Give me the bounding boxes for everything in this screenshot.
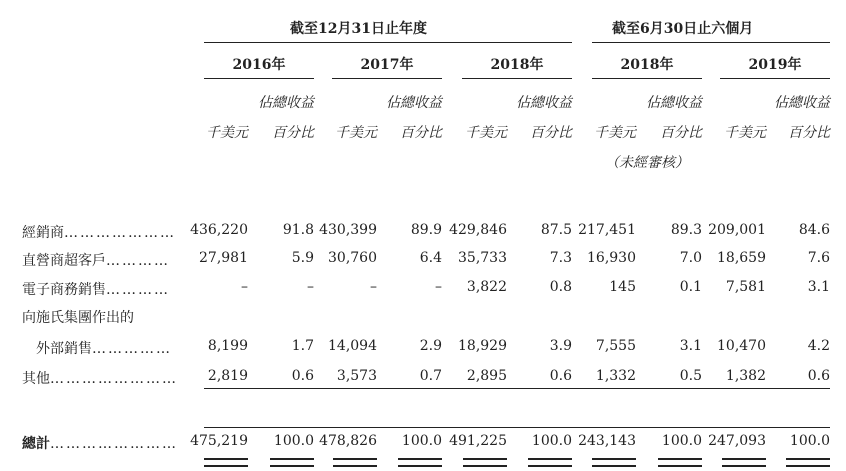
- pct-header-line1: 佔總收益: [646, 95, 702, 111]
- total-double-rule: [786, 458, 830, 467]
- total-cell: 475,219: [190, 433, 248, 449]
- year-2018-full-rule: [462, 78, 572, 79]
- table-cell: 89.9: [410, 222, 442, 238]
- pct-header-line1: 佔總收益: [258, 95, 314, 111]
- total-cell: 100.0: [789, 433, 830, 449]
- pct-header-line1: 佔總收益: [774, 95, 830, 111]
- table-cell: 0.1: [679, 279, 702, 295]
- table-cell: –: [307, 279, 314, 295]
- table-cell: 7,581: [725, 279, 766, 295]
- total-cell: 100.0: [531, 433, 572, 449]
- table-cell: 429,846: [449, 222, 507, 238]
- table-cell: 18,929: [458, 338, 507, 354]
- table-cell: 84.6: [798, 222, 830, 238]
- table-cell: 1,382: [725, 368, 766, 384]
- total-top-rule: [204, 427, 830, 428]
- table-cell: 10,470: [717, 338, 766, 354]
- subtotal-rule: [204, 388, 830, 389]
- total-cell: 100.0: [401, 433, 442, 449]
- row-label: [22, 307, 134, 327]
- table-cell: 3,573: [336, 368, 377, 384]
- unaudited-note: （未經審核）: [605, 155, 689, 171]
- row-leader-dots: …………: [106, 282, 170, 298]
- table-cell: 209,001: [708, 222, 766, 238]
- table-cell: 0.6: [291, 368, 314, 384]
- row-label-text: 外部銷售: [36, 341, 92, 357]
- total-label-text: 總計: [22, 436, 50, 452]
- total-double-rule: [333, 458, 377, 467]
- table-cell: 0.5: [679, 368, 702, 384]
- table-cell: 0.7: [419, 368, 442, 384]
- table-cell: 1,332: [595, 368, 636, 384]
- year-2017: 2017年: [360, 57, 414, 73]
- table-cell: 87.5: [540, 222, 572, 238]
- amount-header: 千美元: [465, 125, 507, 141]
- year-2016-rule: [204, 78, 314, 79]
- table-cell: 2.9: [419, 338, 442, 354]
- row-leader-dots: …………………: [64, 225, 176, 241]
- pct-header-line2: 百分比: [788, 125, 830, 141]
- table-cell: 7.6: [807, 250, 830, 266]
- pct-header-line2: 百分比: [400, 125, 442, 141]
- pct-header-line2: 百分比: [272, 125, 314, 141]
- total-cell: 100.0: [273, 433, 314, 449]
- table-cell: 4.2: [807, 338, 830, 354]
- amount-header: 千美元: [594, 125, 636, 141]
- row-label: [36, 338, 172, 358]
- table-cell: 0.6: [807, 368, 830, 384]
- period-full-year-rule: [204, 42, 572, 43]
- table-cell: 14,094: [328, 338, 377, 354]
- table-cell: 0.8: [549, 279, 572, 295]
- row-label: [22, 368, 178, 388]
- pct-header-line1: 佔總收益: [386, 95, 442, 111]
- period-half-year: 截至6月30日止六個月: [612, 21, 754, 37]
- year-2018-half: 2018年: [620, 57, 674, 73]
- year-2019-half-rule: [720, 78, 830, 79]
- row-label-text: 經銷商: [22, 225, 64, 241]
- table-cell: 0.6: [549, 368, 572, 384]
- table-cell: 27,981: [199, 250, 248, 266]
- row-label: [22, 250, 170, 270]
- total-cell: 243,143: [578, 433, 636, 449]
- pct-header-line2: 百分比: [530, 125, 572, 141]
- table-cell: 7.3: [549, 250, 572, 266]
- total-double-rule: [463, 458, 507, 467]
- row-label-text: 直營商超客戶: [22, 253, 106, 269]
- table-cell: –: [370, 279, 377, 295]
- table-cell: 3.1: [679, 338, 702, 354]
- year-2019-half: 2019年: [748, 57, 802, 73]
- table-cell: –: [241, 279, 248, 295]
- pct-header-line1: 佔總收益: [516, 95, 572, 111]
- period-half-year-rule: [592, 42, 830, 43]
- total-cell: 478,826: [319, 433, 377, 449]
- table-cell: 145: [609, 279, 636, 295]
- table-cell: 18,659: [717, 250, 766, 266]
- table-cell: 30,760: [328, 250, 377, 266]
- pct-header-line2: 百分比: [660, 125, 702, 141]
- table-cell: 3,822: [466, 279, 507, 295]
- row-label-text: 其他: [22, 371, 50, 387]
- amount-header: 千美元: [724, 125, 766, 141]
- period-full-year: 截至12月31日止年度: [290, 21, 427, 37]
- total-label: [22, 433, 178, 453]
- total-cell: 491,225: [449, 433, 507, 449]
- table-cell: 8,199: [207, 338, 248, 354]
- table-cell: 3.9: [549, 338, 572, 354]
- total-double-rule: [398, 458, 442, 467]
- table-cell: 91.8: [282, 222, 314, 238]
- row-label: [22, 279, 170, 299]
- table-cell: 16,930: [587, 250, 636, 266]
- row-label-text: 向施氏集團作出的: [22, 310, 134, 326]
- table-cell: 2,895: [466, 368, 507, 384]
- table-cell: 217,451: [578, 222, 636, 238]
- total-leader-dots: ……………………: [50, 436, 178, 452]
- table-cell: 436,220: [190, 222, 248, 238]
- total-double-rule: [528, 458, 572, 467]
- row-label-text: 電子商務銷售: [22, 282, 106, 298]
- total-double-rule: [658, 458, 702, 467]
- table-cell: 89.3: [670, 222, 702, 238]
- table-cell: 1.7: [291, 338, 314, 354]
- table-cell: 6.4: [419, 250, 442, 266]
- amount-header: 千美元: [206, 125, 248, 141]
- total-cell: 100.0: [661, 433, 702, 449]
- table-cell: 430,399: [319, 222, 377, 238]
- table-cell: 3.1: [807, 279, 830, 295]
- amount-header: 千美元: [335, 125, 377, 141]
- year-2016: 2016年: [232, 57, 286, 73]
- row-leader-dots: ……………: [92, 341, 172, 357]
- total-double-rule: [592, 458, 636, 467]
- row-leader-dots: ……………………: [50, 371, 178, 387]
- total-cell: 247,093: [708, 433, 766, 449]
- table-cell: –: [435, 279, 442, 295]
- year-2018-full: 2018年: [490, 57, 544, 73]
- total-double-rule: [270, 458, 314, 467]
- table-cell: 5.9: [291, 250, 314, 266]
- total-double-rule: [722, 458, 766, 467]
- year-2017-rule: [332, 78, 442, 79]
- table-cell: 2,819: [207, 368, 248, 384]
- table-cell: 35,733: [458, 250, 507, 266]
- total-double-rule: [204, 458, 248, 467]
- table-cell: 7,555: [595, 338, 636, 354]
- table-cell: 7.0: [679, 250, 702, 266]
- row-label: [22, 222, 176, 242]
- row-leader-dots: …………: [106, 253, 170, 269]
- year-2018-half-rule: [592, 78, 702, 79]
